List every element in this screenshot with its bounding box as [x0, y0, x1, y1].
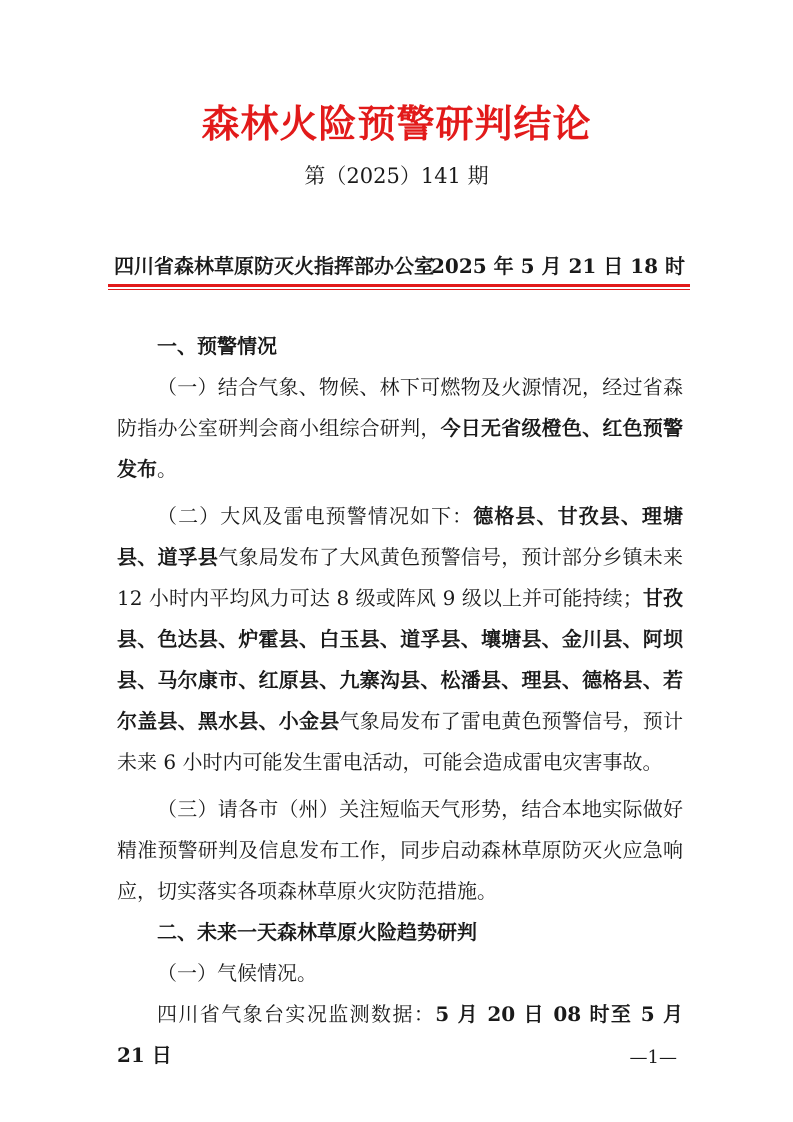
header-divider-thin [108, 289, 690, 290]
section-heading-2: 二、未来一天森林草原火险趋势研判 [157, 920, 477, 944]
document-title: 森林火险预警研判结论 [201, 101, 592, 146]
issue-date: 2025 年 5 月 21 日 18 时 [431, 254, 685, 278]
page-number: —1— [629, 1047, 677, 1068]
paragraph-1-1: （一）结合气象、物候、林下可燃物及火源情况，经过省森防指办公室研判会商小组综合研判，今日无省级橙色、红色预警发布。 [117, 375, 684, 481]
paragraph-2-1: 四川省气象台实况监测数据：5 月 20 日 08 时至 5 月 21 日 [117, 1002, 683, 1067]
issuing-office: 四川省森林草原防灭火指挥部办公室 [114, 254, 434, 278]
paragraph-1-3: （三）请各市（州）关注短临天气形势，结合本地实际做好精准预警研判及信息发布工作，同步启动森林草原防灭火应急响应，切实落实各项森林草原火灾防范措施。 [117, 797, 683, 903]
issue-number: 第（2025）141 期 [304, 164, 489, 188]
subheading-2-1: （一）气候情况。 [157, 961, 317, 985]
document-body [117, 326, 683, 1076]
paragraph-1-2: （二）大风及雷电预警情况如下：德格县、甘孜县、理塘县、道孚县气象局发布了大风黄色预警信号，预计部分乡镇未来 12 小时内平均风力可达 8 级或阵风 9 级以上并可能持续；甘孜县、色达县、炉霍县、白玉县、道孚县、壤塘县、金川县、阿坝县、马尔康市、红原县、九寨沟县、松潘县、理县、德格县、若尔盖县、黑水县、小金县气象局发布了雷电黄色预警信号，预计未来 6 小时内可能发生雷电活动，可能会造成雷电灾害事故。 [117, 504, 684, 774]
header-divider-thick [108, 284, 690, 287]
section-heading-1: 一、预警情况 [157, 334, 277, 358]
